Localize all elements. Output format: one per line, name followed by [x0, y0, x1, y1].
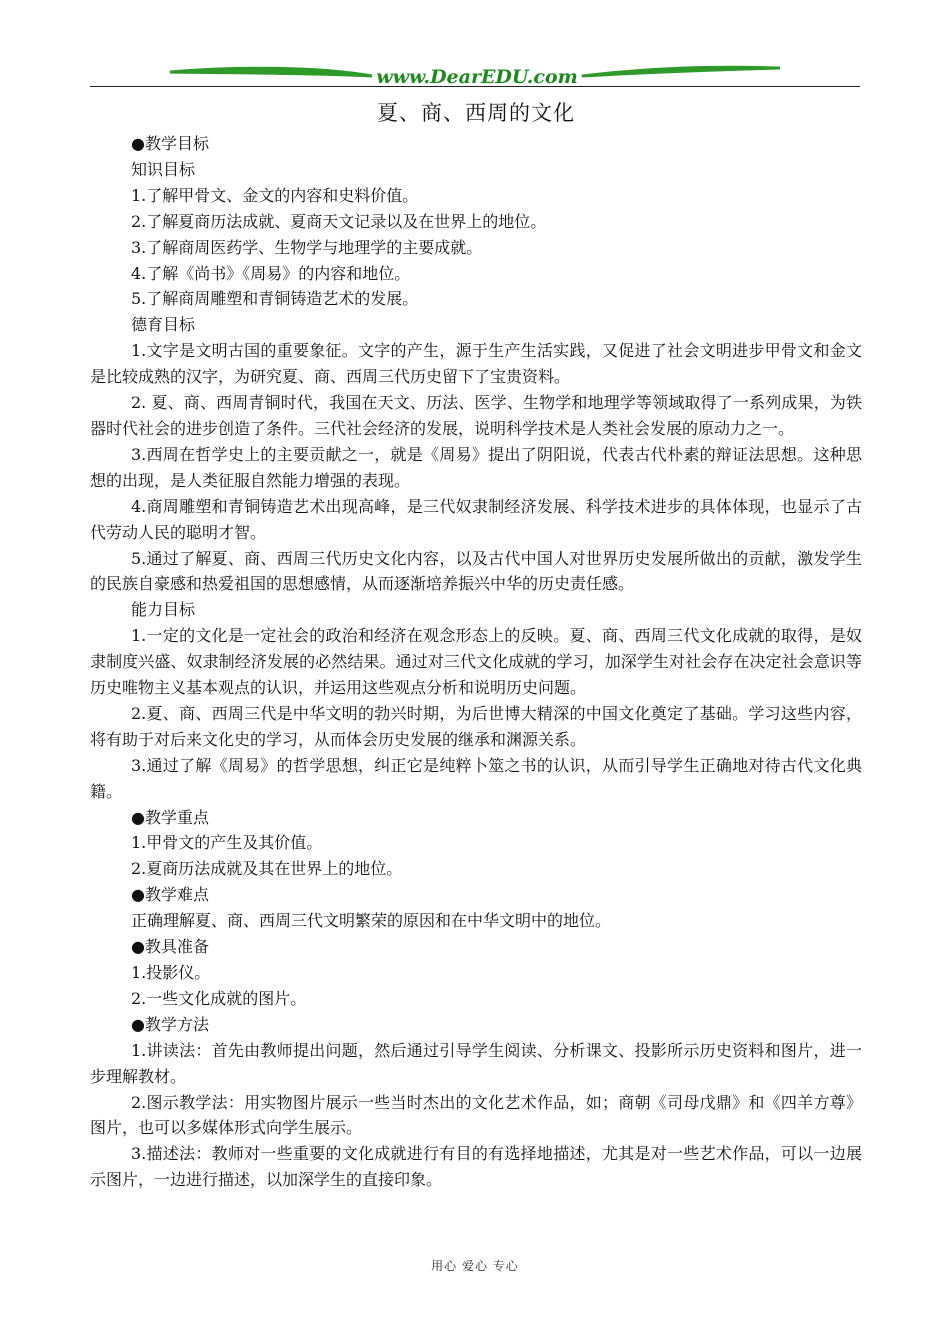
- paragraph: 1.文字是文明古国的重要象征。文字的产生，源于生产生活实践，又促进了社会文明进步甲骨文和金文是比较成熟的汉字，为研究夏、商、西周三代历史留下了宝贵资料。: [90, 341, 862, 387]
- paragraph: 4.商周雕塑和青铜铸造艺术出现高峰，是三代奴隶制经济发展、科学技术进步的具体体现，也显示了古代劳动人民的聪明才智。: [90, 496, 862, 542]
- paragraph: 3.西周在哲学史上的主要贡献之一，就是《周易》提出了阴阳说，代表古代朴素的辩证法思想。这种思想的出现，是人类征服自然能力增强的表现。: [90, 444, 862, 490]
- paragraph: 2.夏、商、西周三代是中华文明的勃兴时期，为后世博大精深的中国文化奠定了基础。学习这些内容，将有助于对后来文化史的学习，从而体会历史发展的继承和渊源关系。: [90, 703, 862, 749]
- section-heading: ●教学方法: [131, 1014, 209, 1034]
- document-content: [90, 131, 862, 1193]
- subsection-heading: 能力目标: [131, 600, 196, 620]
- paragraph: 1.讲读法：首先由教师提出问题，然后通过引导学生阅读、分析课文、投影所示历史资料和图片，进一步理解教材。: [90, 1040, 862, 1086]
- document-body: [90, 96, 862, 1193]
- paragraph: 1.甲骨文的产生及其价值。: [131, 833, 323, 853]
- page-footer: 用心 爱心 专心: [431, 1259, 519, 1273]
- paragraph: 3.通过了解《周易》的哲学思想，纠正它是纯粹卜筮之书的认识，从而引导学生正确地对待古代文化典籍。: [90, 755, 862, 801]
- section-heading: ●教具准备: [131, 937, 209, 957]
- paragraph: 正确理解夏、商、西周三代文明繁荣的原因和在中华文明中的地位。: [131, 911, 612, 931]
- paragraph: 2.图示教学法：用实物图片展示一些当时杰出的文化艺术作品，如；商朝《司母戊鼎》和《四羊方尊》图片，也可以多媒体形式向学生展示。: [90, 1092, 862, 1138]
- paragraph: 3.描述法：教师对一些重要的文化成就进行有目的有选择地描述，尤其是对一些艺术作品，可以一边展示图片，一边进行描述，以加深学生的直接印象。: [90, 1144, 862, 1190]
- section-heading: ●教学目标: [131, 134, 209, 153]
- section-heading: ●教学难点: [131, 885, 209, 905]
- right-swoosh: [582, 67, 780, 76]
- site-url: www.DearEDU.com: [376, 66, 578, 88]
- subsection-heading: 知识目标: [131, 159, 196, 179]
- document-title: 夏、商、西周的文化: [377, 101, 575, 125]
- paragraph: 5.了解商周雕塑和青铜铸造艺术的发展。: [131, 289, 419, 309]
- paragraph: 4.了解《尚书》《周易》的内容和地位。: [131, 263, 411, 283]
- paragraph: 5.通过了解夏、商、西周三代历史文化内容，以及古代中国人对世界历史发展所做出的贡献，激发学生的民族自豪感和热爱祖国的思想感情，从而逐渐培养振兴中华的历史责任感。: [90, 548, 862, 594]
- header-rule: [90, 86, 860, 87]
- subsection-heading: 德育目标: [131, 315, 196, 335]
- paragraph: 1.一定的文化是一定社会的政治和经济在观念形态上的反映。夏、商、西周三代文化成就的取得，是奴隶制度兴盛、奴隶制经济发展的必然结果。通过对三代文化成就的学习，加深学生对社会存在决定社会意识等历史唯物主义基本观点的认识，并运用这些观点分析和说明历史问题。: [90, 626, 862, 698]
- paragraph: 2.一些文化成就的图片。: [131, 988, 307, 1008]
- paragraph: 2.夏商历法成就及其在世界上的地位。: [131, 859, 403, 879]
- left-swoosh: [170, 68, 372, 76]
- paragraph: 2. 夏、商、西周青铜时代，我国在天文、历法、医学、生物学和地理学等领域取得了一系列成果，为铁器时代社会的进步创造了条件。三代社会经济的发展，说明科学技术是人类社会发展的原动力之一。: [90, 393, 862, 438]
- paragraph: 3.了解商周医药学、生物学与地理学的主要成就。: [131, 237, 483, 257]
- paragraph: 2.了解夏商历法成就、夏商天文记录以及在世界上的地位。: [131, 211, 547, 231]
- paragraph: 1.了解甲骨文、金文的内容和史料价值。: [131, 185, 419, 205]
- section-heading: ●教学重点: [131, 807, 209, 827]
- paragraph: 1.投影仪。: [131, 963, 211, 982]
